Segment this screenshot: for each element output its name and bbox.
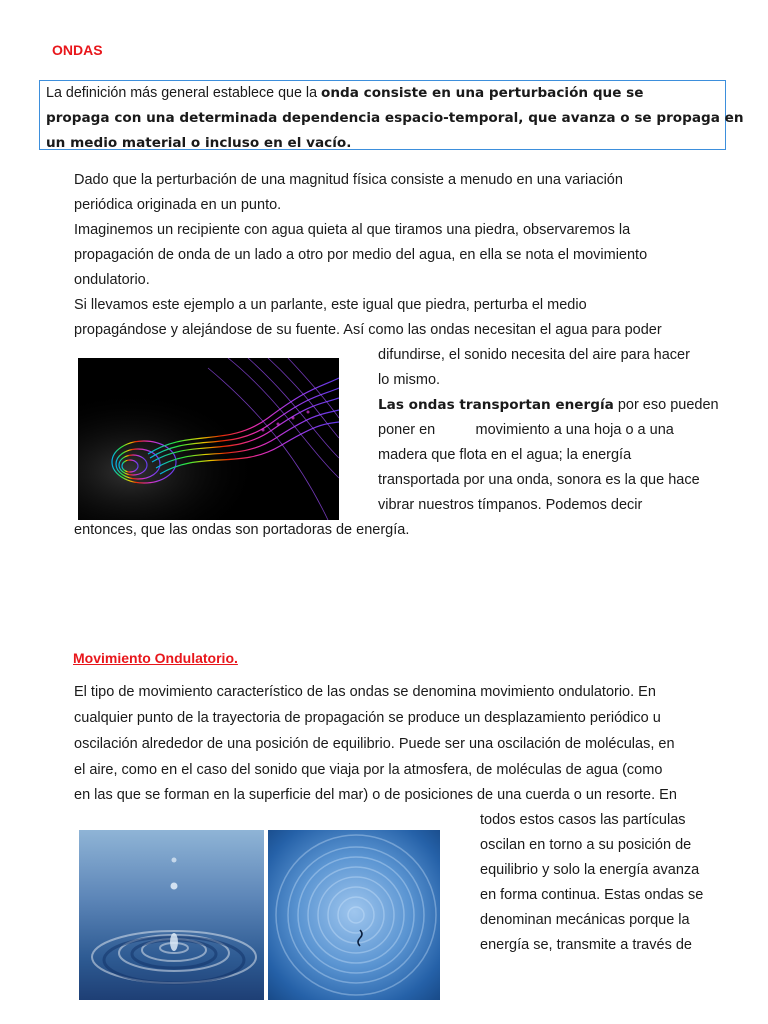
p2-wrap-3: equilibrio y solo la energía avanza bbox=[480, 862, 700, 878]
definition-text bbox=[46, 81, 744, 156]
definition-prefix: La definición más general establece que la bbox=[46, 85, 321, 101]
p1-wrap-2: lo mismo. bbox=[378, 372, 441, 388]
p2-wrap-6: energía se, transmite a través de bbox=[480, 937, 692, 953]
p1-wrap-5: transportada por una onda, sonora es la que hace bbox=[378, 472, 700, 488]
p2-wrap-1: todos estos casos las partículas bbox=[480, 812, 686, 828]
definition-bold-1: onda consiste en una perturbación que se bbox=[321, 85, 644, 101]
p1-wrap-1: difundirse, el sonido necesita del aire para hacer bbox=[378, 347, 690, 363]
definition-bold-3: un medio material o incluso en el vacío. bbox=[46, 135, 352, 151]
p1-line-7: propagándose y alejándose de su fuente. Así como las ondas necesitan el agua para poder bbox=[74, 322, 662, 338]
p2-line-4: el aire, como en el caso del sonido que viaja por la atmosfera, de moléculas de agua (como bbox=[74, 762, 663, 778]
p1-wrap-3: poner en movimiento a una hoja o a una bbox=[378, 422, 674, 438]
page-title: ONDAS bbox=[52, 42, 103, 58]
light-waves-image bbox=[78, 358, 339, 520]
p2-wrap-4: en forma continua. Estas ondas se bbox=[480, 887, 704, 903]
energy-bold-phrase: Las ondas transportan energía bbox=[378, 397, 614, 413]
p1-energy-line bbox=[378, 397, 719, 413]
p1-wrap-4: madera que flota en el agua; la energía bbox=[378, 447, 632, 463]
p2-line-5: en las que se forman en la superficie del mar) o de posiciones de una cuerda o un resorte. En bbox=[74, 787, 677, 803]
water-drop-image bbox=[79, 830, 264, 1000]
p2-wrap-5: denominan mecánicas porque la bbox=[480, 912, 690, 928]
p2-line-1: El tipo de movimiento característico de las ondas se denomina movimiento ondulatorio. En bbox=[74, 684, 656, 700]
section-title-movimiento: Movimiento Ondulatorio. bbox=[73, 650, 238, 666]
p1-wrap-6: vibrar nuestros tímpanos. Podemos decir bbox=[378, 497, 643, 513]
water-ripple-image bbox=[268, 830, 440, 1000]
p2-line-3: oscilación alrededor de una posición de equilibrio. Puede ser una oscilación de moléculas, en bbox=[74, 736, 675, 752]
p2-wrap-2: oscilan en torno a su posición de bbox=[480, 837, 692, 853]
energy-after: por eso pueden bbox=[613, 397, 719, 413]
p1-closing: entonces, que las ondas son portadoras de energía. bbox=[74, 522, 410, 538]
p1-line-5: ondulatorio. bbox=[74, 272, 150, 288]
p1-line-6: Si llevamos este ejemplo a un parlante, este igual que piedra, perturba el medio bbox=[74, 297, 587, 313]
p1-line-4: propagación de onda de un lado a otro por medio del agua, en ella se nota el movimiento bbox=[74, 247, 648, 263]
p1-line-2: periódica originada en un punto. bbox=[74, 197, 282, 213]
definition-bold-2: propaga con una determinada dependencia espacio-temporal, que avanza o se propaga en bbox=[46, 110, 744, 126]
p2-line-2: cualquier punto de la trayectoria de propagación se produce un desplazamiento periódico u bbox=[74, 710, 661, 726]
p1-line-1: Dado que la perturbación de una magnitud física consiste a menudo en una variación bbox=[74, 172, 623, 188]
p1-line-3: Imaginemos un recipiente con agua quieta al que tiramos una piedra, observaremos la bbox=[74, 222, 631, 238]
